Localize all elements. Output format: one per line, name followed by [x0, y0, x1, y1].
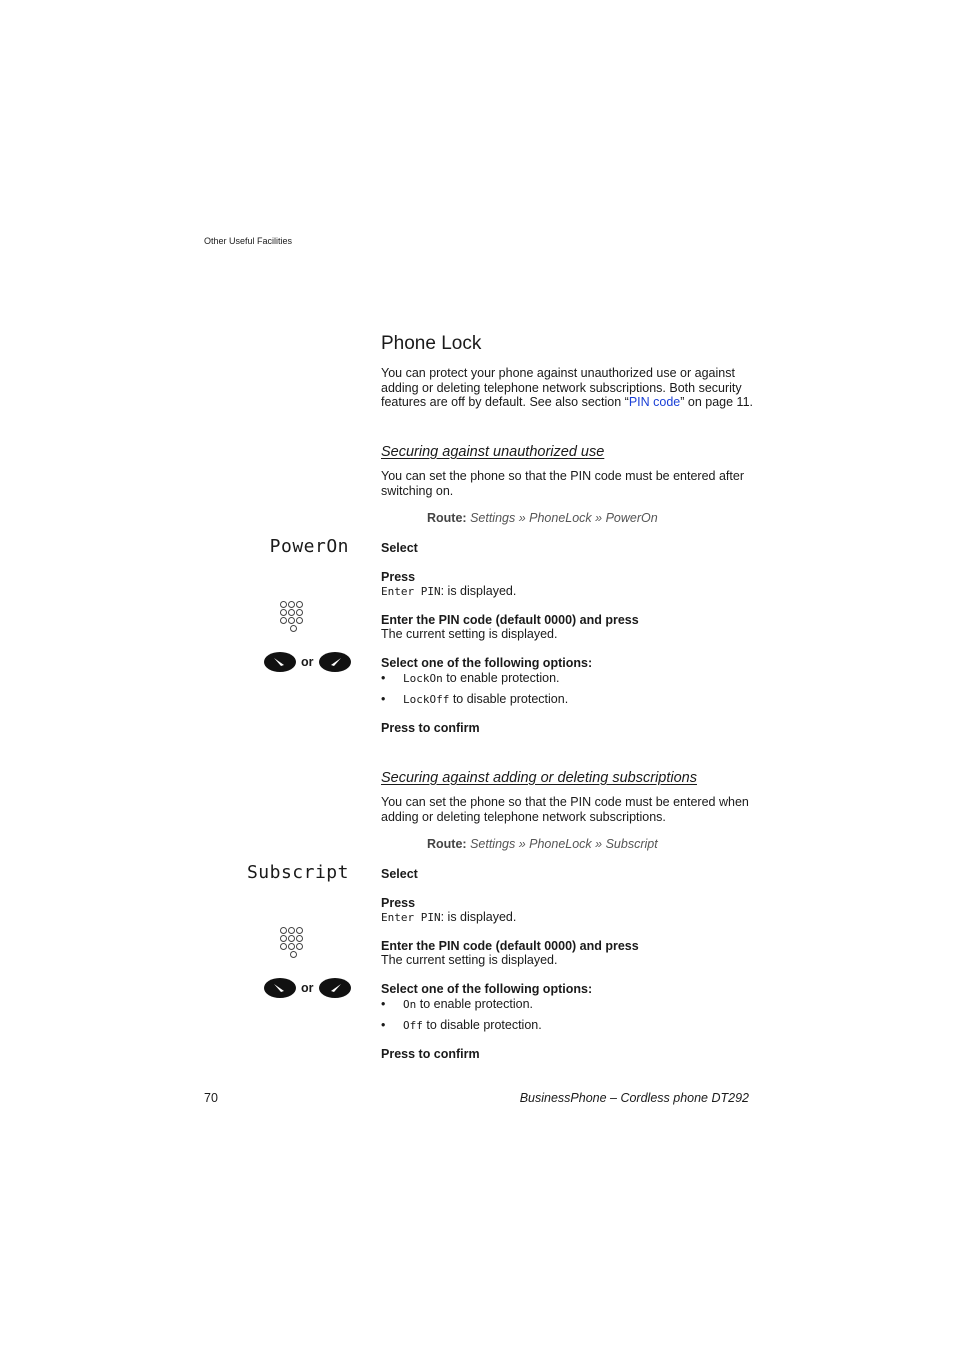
step-press-result: [381, 584, 516, 598]
step-options-heading: Select one of the following options:: [381, 656, 593, 670]
route-label: Route:: [427, 511, 467, 525]
option-lockon-desc: to enable protection.: [442, 671, 560, 685]
option-lockoff: [381, 692, 568, 706]
or-label: or: [301, 655, 314, 669]
intro-paragraph: [381, 366, 753, 410]
step-select: Select: [381, 541, 418, 555]
enter-pin-display: Enter PIN: [381, 585, 441, 598]
section1-body: You can set the phone so that the PIN code must be entered after switching on.: [381, 469, 744, 498]
step-confirm: Press to confirm: [381, 1047, 480, 1061]
bullet: •: [381, 692, 386, 706]
or-label: or: [301, 981, 314, 995]
route-path: Settings » PhoneLock » Subscript: [470, 837, 658, 851]
option-on: [381, 997, 533, 1011]
step-confirm: Press to confirm: [381, 721, 480, 735]
option-off-value: Off: [403, 1019, 423, 1032]
step-options-heading: Select one of the following options:: [381, 982, 593, 996]
route-label: Route:: [427, 837, 467, 851]
step-press: Press: [381, 570, 416, 584]
section2-heading: Securing against adding or deleting subscriptions: [381, 770, 697, 786]
section1-heading: Securing against unauthorized use: [381, 444, 605, 460]
enter-pin-rest: : is displayed.: [440, 584, 517, 598]
right-softkey-icon: [319, 652, 351, 672]
softkeys-group: [264, 978, 351, 998]
section2-route: [427, 837, 658, 851]
route-path: Settings » PhoneLock » PowerOn: [470, 511, 658, 525]
bullet: •: [381, 997, 386, 1011]
step-enter-code: Enter the PIN code (default 0000) and press: [381, 613, 639, 627]
option-lockoff-desc: to disable protection.: [449, 692, 569, 706]
lcd-poweron: PowerOn: [269, 536, 349, 557]
bullet: •: [381, 1018, 386, 1032]
option-off: [381, 1018, 542, 1032]
left-softkey-icon: [264, 652, 296, 672]
step-press: Press: [381, 896, 416, 910]
running-header: Other Useful Facilities: [204, 236, 293, 246]
right-softkey-icon: [319, 978, 351, 998]
bullet: •: [381, 671, 386, 685]
keypad-icon: [280, 927, 306, 959]
softkeys-group: [264, 652, 351, 672]
section2-body: You can set the phone so that the PIN code must be entered when adding or deleting telephone network subscriptions.: [381, 795, 749, 824]
lcd-subscript: Subscript: [246, 862, 349, 883]
option-on-desc: to enable protection.: [416, 997, 533, 1011]
option-off-desc: to disable protection.: [422, 1018, 542, 1032]
enter-pin-rest: : is displayed.: [440, 910, 517, 924]
pin-code-link[interactable]: PIN code: [628, 395, 681, 409]
left-softkey-icon: [264, 978, 296, 998]
intro-text: You can protect your phone against unauthorized use or against adding or deleting telephone network subscriptions. Both security features are off by default. See also section “: [381, 366, 742, 409]
step-current-setting: The current setting is displayed.: [381, 627, 558, 641]
keypad-icon: [280, 601, 306, 633]
option-lockon: [381, 671, 560, 685]
option-on-value: On: [403, 998, 417, 1011]
enter-pin-display: Enter PIN: [381, 911, 441, 924]
intro-text-end: ” on page 11.: [680, 395, 754, 409]
option-lockon-value: LockOn: [403, 672, 443, 685]
page-number: 70: [204, 1091, 218, 1105]
step-press-result: [381, 910, 516, 924]
option-lockoff-value: LockOff: [403, 693, 450, 706]
step-enter-code: Enter the PIN code (default 0000) and press: [381, 939, 639, 953]
step-select: Select: [381, 867, 418, 881]
footer-doc-title: BusinessPhone – Cordless phone DT292: [519, 1091, 749, 1105]
step-current-setting: The current setting is displayed.: [381, 953, 558, 967]
page-title: Phone Lock: [381, 333, 482, 354]
section1-route: [427, 511, 658, 525]
